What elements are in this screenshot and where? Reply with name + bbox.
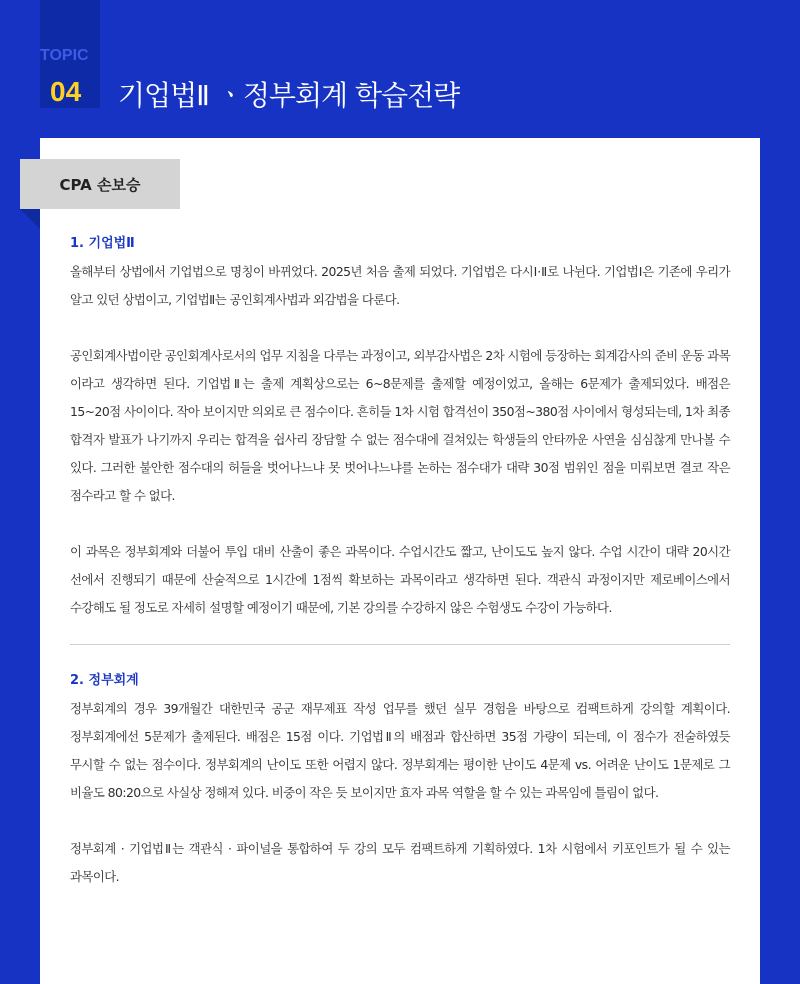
section-government-accounting <box>70 667 730 891</box>
paragraph: 정부회계의 경우 39개월간 대한민국 공군 재무제표 작성 업무를 했던 실무 경험을 바탕으로 컴팩트하게 강의할 계획이다. 정부회계에선 5문제가 출제된다. 배점은 15점 이다. 기업법Ⅱ의 배점과 합산하면 35점 가량이 되는데, 이 점수가 전술하였듯 무시할 수 없는 점수이다. 정부회계의 난이도 또한 어렵지 않다. 정부회계는 평이한 난이도 4문제 vs. 어려운 난이도 1문제로 그 비율도 80:20으로 사실상 정해져 있다. 비중이 작은 듯 보이지만 효자 과목 역할을 할 수 있는 과목임에 틀림이 없다. <box>70 701 730 800</box>
section-corporate-law <box>70 230 730 622</box>
section-heading: 2. 정부회계 <box>70 673 139 688</box>
author-name: CPA 손보승 <box>59 175 141 194</box>
topic-label: TOPIC <box>40 47 89 64</box>
article-body <box>70 230 730 891</box>
paragraph: 이 과목은 정부회계와 더불어 투입 대비 산출이 좋은 과목이다. 수업시간도 짧고, 난이도도 높지 않다. 수업 시간이 대략 20시간 선에서 진행되기 때문에 산술적으로 1시간에 1점씩 확보하는 과목이라고 생각하면 된다. 객관식 과정이지만 제로베이스에서 수강해도 될 정도로 자세히 설명할 예정이기 때문에, 기본 강의를 수강하지 않은 수험생도 수강이 가능하다. <box>70 544 730 615</box>
author-tab-fold <box>20 209 40 229</box>
author-tab <box>20 159 180 209</box>
section-divider <box>70 644 730 645</box>
topic-number: 04 <box>50 76 82 107</box>
page-title: 기업법Ⅱ ㆍ정부회계 학습전략 <box>118 79 460 112</box>
paragraph: 공인회계사법이란 공인회계사로서의 업무 지침을 다루는 과정이고, 외부감사법은 2차 시험에 등장하는 회계감사의 준비 운동 과목 이라고 생각하면 된다. 기업법Ⅱ는 출제 계획상으로는 6~8문제를 출제할 예정이었고, 올해는 6문제가 출제되었다. 배점은 15~20점 사이이다. 작아 보이지만 의외로 큰 점수이다. 흔히들 1차 시험 합격선이 350점~380점 사이에서 형성되는데, 1차 최종 합격자 발표가 나기까지 우리는 합격을 쉽사리 장담할 수 없는 점수대에 걸쳐있는 학생들의 안타까운 사연을 심심찮게 만나볼 수 있다. 그러한 불안한 점수대의 허들을 벗어나느냐 못 벗어나느냐를 논하는 점수대가 대략 30점 범위인 점을 미뤄보면 결코 작은 점수라고 할 수 없다. <box>70 348 730 503</box>
section-heading: 1. 기업법Ⅱ <box>70 236 135 251</box>
paragraph: 올해부터 상법에서 기업법으로 명칭이 바뀌었다. 2025년 처음 출제 되었다. 기업법은 다시Ⅰ·Ⅱ로 나뉜다. 기업법Ⅰ은 기존에 우리가 알고 있던 상법이고, 기업법Ⅱ는 공인회계사법과 외감법을 다룬다. <box>70 264 730 307</box>
paragraph: 정부회계 · 기업법Ⅱ는 객관식 · 파이널을 통합하여 두 강의 모두 컴팩트하게 기획하였다. 1차 시험에서 키포인트가 될 수 있는 과목이다. <box>70 841 730 884</box>
